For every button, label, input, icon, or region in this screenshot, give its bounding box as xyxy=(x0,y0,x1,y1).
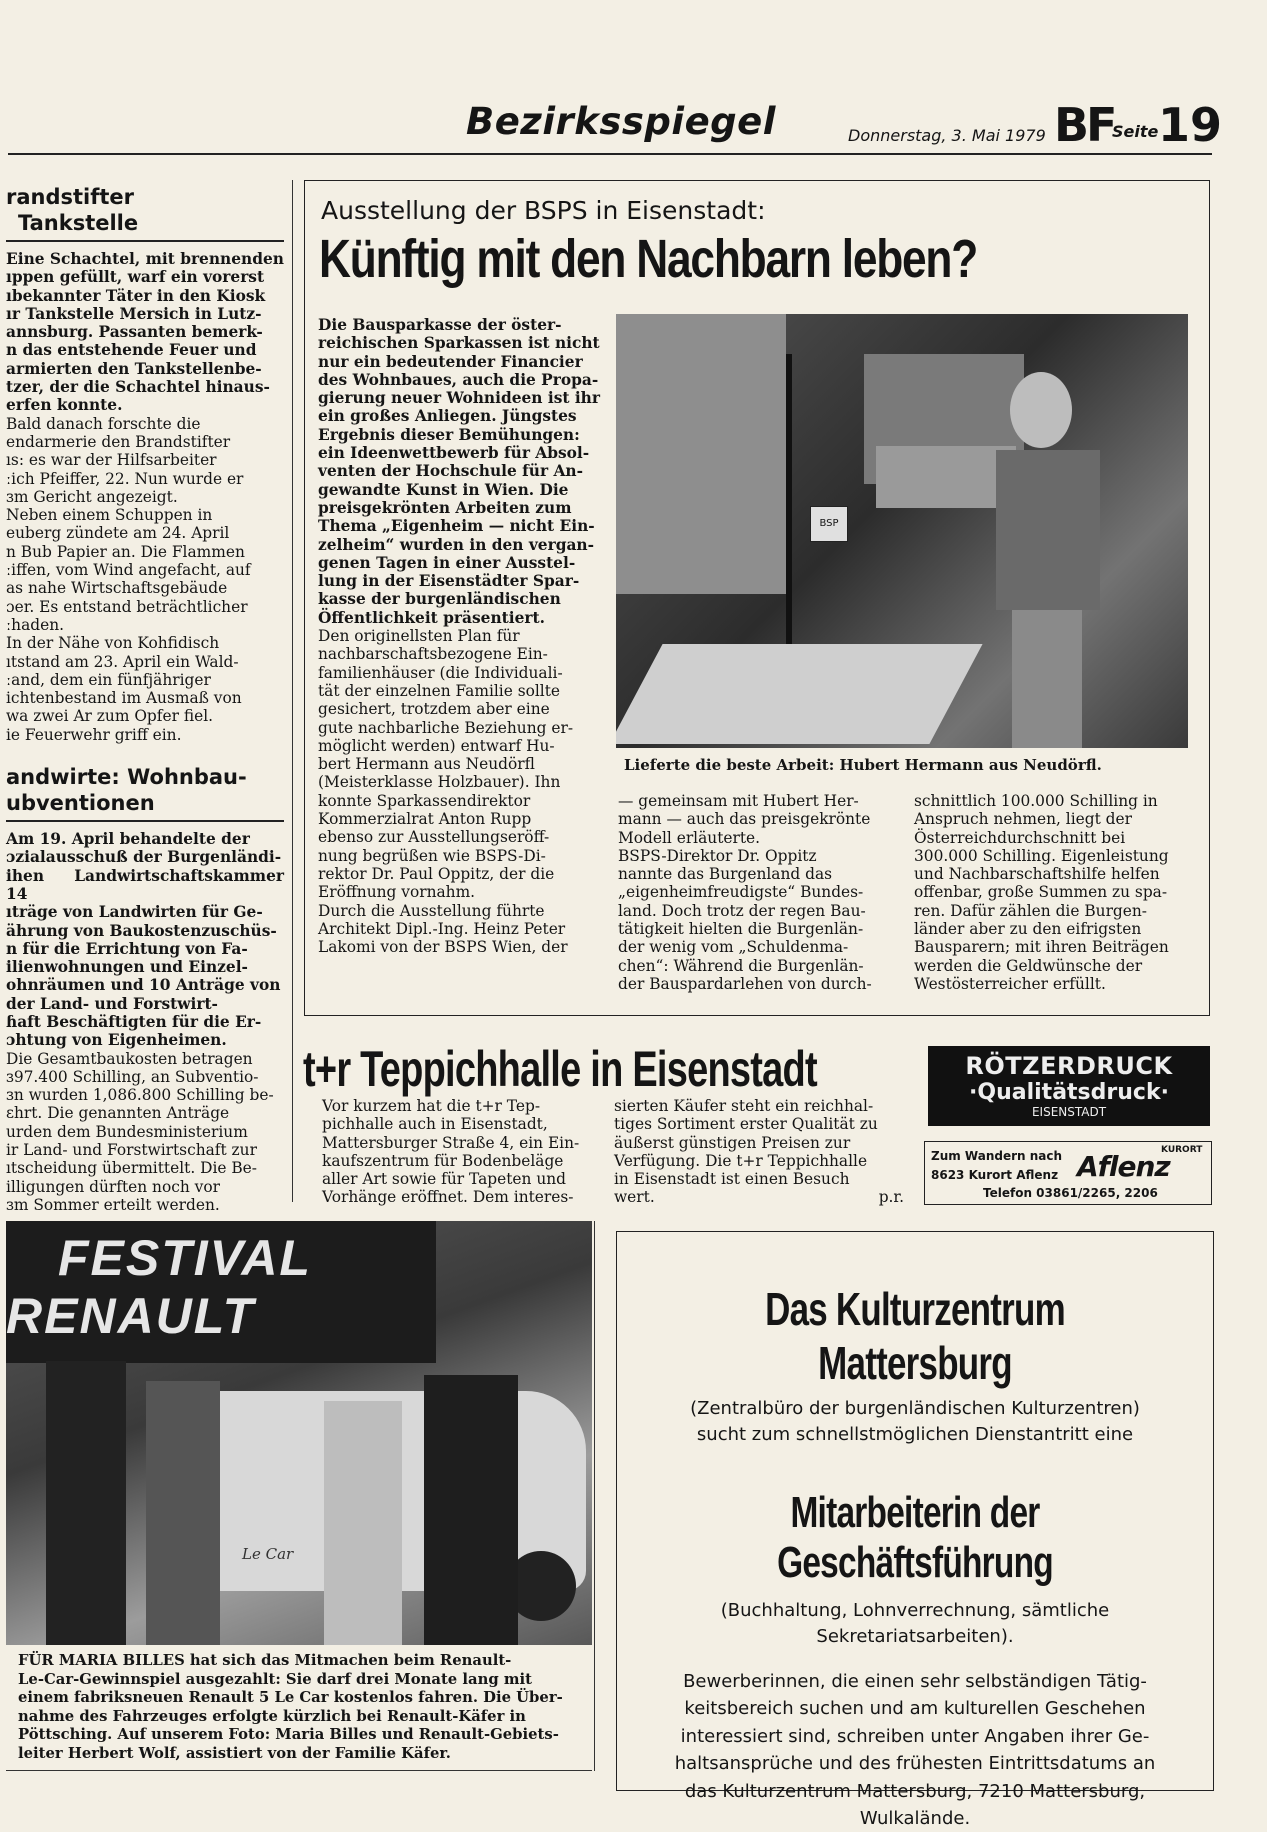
text-line: Vor kurzem hat die t+r Tep- xyxy=(322,1097,541,1115)
text-line: Österreichdurchschnitt bei xyxy=(914,828,1126,847)
text-line: ir Land- und Forstwirtschaft zur xyxy=(6,1141,257,1160)
text-line: FÜR MARIA BILLES hat sich das Mitmachen beim Renault- xyxy=(18,1652,512,1669)
bsps-column-1 xyxy=(318,316,602,956)
ad-line: ·Qualitätsdruck· xyxy=(969,1080,1169,1105)
text-line: Vorhänge eröffnet. Dem interes- xyxy=(322,1188,574,1207)
text-line: leiter Herbert Wolf, assistiert von der Familie Käfer. xyxy=(18,1744,451,1762)
article-lead-landwirte xyxy=(6,830,284,1050)
ad-position: Mitarbeiterin der Geschäftsführung xyxy=(777,1488,1053,1587)
text-line: n für die Errichtung von Fa- xyxy=(6,939,248,958)
text-line: aller Art sowie für Tapeten und xyxy=(322,1170,567,1189)
text-line: ɜ97.400 Schilling, an Subventio- xyxy=(6,1067,259,1086)
text-line xyxy=(614,1188,904,1206)
bsps-headline: Künftig mit den Nachbarn leben? xyxy=(319,229,978,289)
text-line: ilienwohnungen und Einzel- xyxy=(6,958,248,977)
text-line: nung begrüßen wie BSPS-Di- xyxy=(318,846,546,865)
ad-line: EISENSTADT xyxy=(1031,1105,1107,1119)
article-headline-landwirte xyxy=(6,764,284,816)
text-line: mann — auch das preisgekrönte xyxy=(618,810,871,829)
ad-title-wrap xyxy=(617,1282,1213,1390)
text-line: Bewerberinnen, die einen sehr selbständigen Tätig- xyxy=(683,1671,1147,1692)
banner-text: RENAULT xyxy=(6,1288,256,1344)
text-line: Am 19. April behandelte der xyxy=(6,830,250,849)
text-line: offenbar, große Summen zu spa- xyxy=(914,883,1168,902)
text-line: ichtenbestand im Ausmaß von xyxy=(6,689,242,708)
car-badge: Le Car xyxy=(242,1545,294,1563)
text-line: rektor Dr. Paul Oppitz, der die xyxy=(318,864,555,883)
text-line: ɜm Gericht angezeigt. xyxy=(6,487,178,506)
ad-line: Zum Wandern nach xyxy=(931,1149,1063,1163)
text-line: sierten Käufer steht ein reichhal- xyxy=(614,1097,874,1115)
text-line: Eröffnung vornahm. xyxy=(318,883,476,902)
text-line: gesichert, trotzdem aber eine xyxy=(318,700,550,719)
left-column xyxy=(6,184,284,1214)
text-line: ährung von Baukostenzuschüs- xyxy=(6,921,277,940)
text-line: n das entstehende Feuer und xyxy=(6,341,257,360)
ad-duties xyxy=(617,1598,1213,1650)
text-line: Verfügung. Die t+r Teppichhalle xyxy=(614,1151,868,1170)
text-line: armierten den Tankstellenbe- xyxy=(6,359,262,378)
text-line: Öffentlichkeit präsentiert. xyxy=(318,608,545,627)
exhibition-photo xyxy=(616,314,1188,748)
text-line: nachbarschaftsbezogene Ein- xyxy=(318,645,548,664)
text-line: Wulkalände. xyxy=(859,1808,971,1830)
text-line: In der Nähe von Kohfidisch xyxy=(6,634,220,653)
text-line: n Bub Papier an. Die Flammen xyxy=(6,542,245,561)
exhibition-photo-caption: Lieferte die beste Arbeit: Hubert Hermann aus Neudörfl. xyxy=(624,756,1102,774)
banner-text: FESTIVAL xyxy=(58,1230,312,1286)
article-lead-brandstifter xyxy=(6,250,284,415)
text-line: endarmerie den Brandstifter xyxy=(6,432,231,451)
person-figure xyxy=(46,1361,126,1645)
text-line: tiges Sortiment erster Qualität zu xyxy=(614,1115,878,1134)
text-line: gewandte Kunst in Wien. Die xyxy=(318,480,569,499)
text-line: der wenig vom „Schuldenma- xyxy=(618,938,849,957)
paper-logo: BF xyxy=(1054,98,1115,152)
text-line: Modell erläuterte. xyxy=(618,828,761,847)
text-line: lung in der Eisenstädter Spar- xyxy=(318,572,580,591)
headline-rule xyxy=(6,820,284,822)
text-line: gierung neuer Wohnideen ist ihr xyxy=(318,389,600,408)
text-line: sucht zum schnellstmöglichen Dienstantritt eine xyxy=(696,1424,1134,1445)
text-line: werden die Geldwünsche der xyxy=(914,956,1143,975)
text-line: schnittlich 100.000 Schilling in xyxy=(914,792,1158,810)
text-line: ːiffen, vom Wind angefacht, auf xyxy=(6,561,251,580)
text-line: in Eisenstadt ist einen Besuch xyxy=(614,1170,850,1189)
text-line: und Nachbarschaftshilfe helfen xyxy=(914,865,1160,884)
text-line: ır Tankstelle Mersich in Lutz- xyxy=(6,304,262,323)
article-body-landwirte xyxy=(6,1050,284,1215)
text-line: „eigenheimfreudigste“ Bundes- xyxy=(618,883,864,902)
text-line: as nahe Wirtschaftsgebäude xyxy=(6,579,228,598)
text-line: Sekretariatsarbeiten). xyxy=(816,1626,1014,1647)
person-head xyxy=(1010,372,1072,448)
text-line: ɔzialausschuß der Burgenländi- xyxy=(6,848,282,867)
article-headline-brandstifter xyxy=(6,184,284,236)
text-line: tzer, der die Schachtel hinaus- xyxy=(6,378,270,397)
text-line: das Kulturzentrum Mattersburg, 7210 Mattersburg, xyxy=(684,1780,1146,1802)
text-line: genen Tagen in einer Ausstel- xyxy=(318,553,576,572)
text-line: ie Feuerwehr griff ein. xyxy=(6,725,182,744)
text-line: — gemeinsam mit Hubert Her- xyxy=(618,792,859,810)
text-line: (Meisterklasse Holzbauer). Ihn xyxy=(318,773,561,792)
text-line: der Land- und Forstwirt- xyxy=(6,994,218,1013)
person-figure xyxy=(424,1375,518,1645)
caption-rule xyxy=(6,1770,592,1771)
ad-logo-small: KURORT xyxy=(1161,1145,1203,1155)
article-body-brandstifter xyxy=(6,415,284,744)
text-line: pichhalle auch in Eisenstadt, xyxy=(322,1115,548,1134)
text-line: nur ein bedeutender Financier xyxy=(318,352,583,371)
bsp-sign: BSP xyxy=(810,506,848,542)
text-line: kasse der burgenländischen xyxy=(318,590,561,609)
text-line: erfen konnte. xyxy=(6,396,123,415)
ad-position-wrap xyxy=(617,1488,1213,1588)
text-line: interessiert sind, schreiben unter Angaben ihrer Ge- xyxy=(680,1725,1150,1747)
roetzerdruck-ad xyxy=(928,1046,1210,1126)
text-line: ːand, dem ein fünfjähriger xyxy=(6,670,211,689)
text-line: ebenso zur Ausstellungseröff- xyxy=(318,828,550,847)
ad-line: 8623 Kurort Aflenz xyxy=(931,1168,1059,1182)
text-line: Architekt Dipl.-Ing. Heinz Peter xyxy=(318,919,566,938)
person-figure xyxy=(324,1401,402,1645)
text-line: Bausparern; mit ihren Beiträgen xyxy=(914,938,1169,957)
text-line: land. Doch trotz der regen Bau- xyxy=(618,901,866,920)
headline-rule xyxy=(6,240,284,242)
text-line: illigungen dürften noch vor xyxy=(6,1177,220,1196)
text-line: 300.000 Schilling. Eigenleistung xyxy=(914,846,1169,865)
teppich-column-2 xyxy=(614,1097,904,1207)
text-line: Pöttsching. Auf unserem Foto: Maria Billes und Renault-Gebiets- xyxy=(18,1726,559,1744)
text-line: Bald danach forschte die xyxy=(6,414,201,433)
text-line: gute nachbarliche Beziehung er- xyxy=(318,718,574,737)
text-line: Den originellsten Plan für xyxy=(318,627,520,646)
text-line: einem fabriksneuen Renault 5 Le Car kostenlos fahren. Die Über- xyxy=(18,1689,563,1707)
text-line: venten der Hochschule für An- xyxy=(318,462,583,481)
text-line: ıppen gefüllt, warf ein vorerst xyxy=(6,268,265,287)
pr-signature: p.r. xyxy=(878,1188,904,1207)
text-line: nahme des Fahrzeuges erfolgte kürzlich bei Renault-Käfer in xyxy=(18,1707,526,1725)
ad-line: RÖTZERDRUCK xyxy=(965,1052,1173,1080)
text-line: Die Gesamtbaukosten betragen xyxy=(6,1049,253,1068)
issue-date: Donnerstag, 3. Mai 1979 xyxy=(848,126,1046,145)
architecture-model xyxy=(616,644,983,744)
bsps-column-2 xyxy=(618,792,900,993)
text-line: Kommerzialrat Anton Rupp xyxy=(318,810,532,829)
text-line: Lakomi von der BSPS Wien, der xyxy=(318,938,568,957)
teppich-headline: t+r Teppichhalle in Eisenstadt xyxy=(303,1041,817,1097)
text-line: ihen Landwirtschaftskammer 14 xyxy=(6,866,284,903)
text-line: annsburg. Passanten bemerk- xyxy=(6,323,263,342)
text-line: länder aber zu den eifrigsten xyxy=(914,920,1142,939)
text-line: Le-Car-Gewinnspiel ausgezahlt: Sie darf drei Monate lang mit xyxy=(18,1670,532,1688)
renault-caption xyxy=(18,1652,584,1764)
text-line: reichischen Sparkassen ist nicht xyxy=(318,334,600,353)
text-line: familienhäuser (die Individuali- xyxy=(318,663,563,682)
text-line: ıträge von Landwirten für Ge- xyxy=(6,903,263,922)
text-line: Eine Schachtel, mit brennenden xyxy=(6,250,284,268)
text-line: Ergebnis dieser Bemühungen: xyxy=(318,425,580,444)
bsps-kicker: Ausstellung der BSPS in Eisenstadt: xyxy=(321,196,766,225)
text-line: tätigkeit hielten die Burgenlän- xyxy=(618,920,864,939)
text-line: ıtscheidung übermittelt. Die Be- xyxy=(6,1159,257,1178)
text-line: ːhaden. xyxy=(6,615,65,634)
text-line: ɔer. Es entstand beträchtlicher xyxy=(6,597,248,616)
text-line: ein Ideenwettbewerb für Absol- xyxy=(318,444,590,463)
text-line: Mattersburger Straße 4, ein Ein- xyxy=(322,1133,580,1152)
renault-photo xyxy=(6,1221,592,1645)
teppich-column-1 xyxy=(322,1097,596,1207)
bsps-lead xyxy=(318,316,602,627)
column-divider xyxy=(292,180,293,1202)
text-line: ɜn wurden 1,086.800 Schilling be- xyxy=(6,1086,274,1105)
photo-window xyxy=(876,446,1016,508)
text-line: Die Bausparkasse der öster- xyxy=(318,316,562,334)
text-line: ːich Pfeiffer, 22. Nun wurde er xyxy=(6,469,244,488)
person-legs xyxy=(1012,610,1082,748)
photo-pillar xyxy=(786,354,792,684)
headline-line: andwirte: Wohnbau- xyxy=(6,765,247,790)
ad-title: Das Kulturzentrum Mattersburg xyxy=(765,1283,1065,1389)
text-line: ɔhtung von Eigenheimen. xyxy=(6,1031,227,1050)
aflenz-ad xyxy=(924,1141,1212,1205)
person-jacket xyxy=(996,450,1100,610)
text-line: äußerst günstigen Preisen zur xyxy=(614,1133,851,1152)
text-line: des Wohnbaues, auch die Propa- xyxy=(318,370,599,389)
text-line: kaufszentrum für Bodenbeläge xyxy=(322,1151,564,1170)
aflenz-logo: Aflenz xyxy=(1077,1150,1170,1183)
kulturzentrum-job-ad xyxy=(616,1231,1214,1830)
text-line: möglicht werden) entwarf Hu- xyxy=(318,736,555,755)
header-rule xyxy=(8,153,1212,155)
text-line: ıbekannter Täter in den Kiosk xyxy=(6,286,266,305)
ad-subtitle xyxy=(617,1396,1213,1448)
text-line: keitsbereich suchen und am kulturellen Geschehen xyxy=(684,1698,1146,1720)
page-number: 19 xyxy=(1158,98,1223,152)
text-line: bert Hermann aus Neudörfl xyxy=(318,755,535,774)
text-line: Neben einem Schuppen in xyxy=(6,506,213,525)
text-line: haltsansprüche und des frühesten Eintrittsdatums an xyxy=(674,1753,1156,1775)
page-label: Seite xyxy=(1112,122,1159,141)
text-line: chen“: Während die Burgenlän- xyxy=(618,956,864,975)
text-line: Durch die Ausstellung führte xyxy=(318,901,545,920)
text-line: ɛhrt. Die genannten Anträge xyxy=(6,1104,230,1123)
text-line: Thema „Eigenheim — nicht Ein- xyxy=(318,517,595,536)
bsps-body-1 xyxy=(318,627,602,956)
section-title: Bezirksspiegel xyxy=(466,100,776,143)
bsps-column-3 xyxy=(914,792,1194,993)
text-line: ɦaft Beschäftigten für die Er- xyxy=(6,1012,262,1031)
ad-phone: Telefon 03861/2265, 2206 xyxy=(983,1186,1158,1200)
text-line: zelheim“ wurden in den vergan- xyxy=(318,535,595,554)
text-line: euberg zündete am 24. April xyxy=(6,524,230,543)
text-line: wa zwei Ar zum Opfer fiel. xyxy=(6,707,214,726)
text-line: ein großes Anliegen. Jüngstes xyxy=(318,407,577,426)
text-line: Anspruch nehmen, liegt der xyxy=(914,810,1133,829)
text-line: (Buchhaltung, Lohnverrechnung, sämtliche xyxy=(720,1600,1110,1621)
photo-wall-panel xyxy=(616,314,786,594)
text-line: BSPS-Direktor Dr. Oppitz xyxy=(618,846,817,865)
text-line: ren. Dafür zählen die Burgen- xyxy=(914,901,1147,920)
text-line: ıs: es war der Hilfsarbeiter xyxy=(6,451,217,470)
ad-body xyxy=(617,1668,1213,1832)
column-divider xyxy=(594,1221,595,1771)
text-line: tät der einzelnen Familie sollte xyxy=(318,681,561,700)
person-figure xyxy=(146,1381,220,1645)
headline-line: Tankstelle xyxy=(18,211,139,235)
text-line: konnte Sparkassendirektor xyxy=(318,791,531,810)
text-line: ıtstand am 23. April ein Wald- xyxy=(6,652,239,671)
text-line: nannte das Burgenland das xyxy=(618,865,833,884)
text-line: der Bauspardarlehen von durch- xyxy=(618,974,872,993)
text-line: ohnräumen und 10 Anträge von xyxy=(6,976,281,995)
text-line: Westösterreicher erfüllt. xyxy=(914,974,1106,993)
text-line: (Zentralbüro der burgenländischen Kulturzentren) xyxy=(690,1398,1140,1419)
text-line: urden dem Bundesministerium xyxy=(6,1122,248,1141)
headline-line: randstifter xyxy=(6,185,135,209)
text-line: wert. xyxy=(614,1188,655,1207)
headline-line: ubventionen xyxy=(6,791,155,816)
text-line: preisgekrönten Arbeiten zum xyxy=(318,498,572,517)
text-line: ɜm Sommer erteilt werden. xyxy=(6,1195,220,1214)
